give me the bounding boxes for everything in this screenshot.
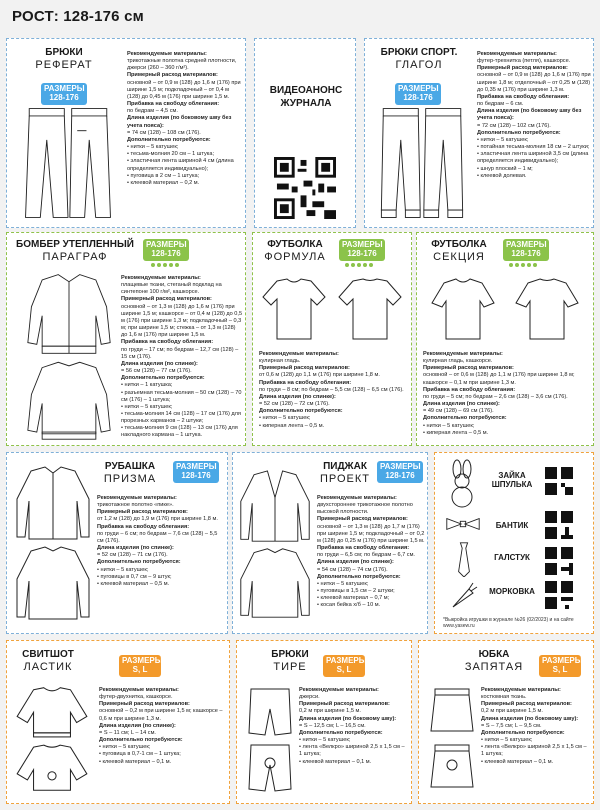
qr-code-icon[interactable] [545, 511, 573, 539]
card-title [313, 461, 377, 485]
description-heading: Дополнительно потребуются: [317, 573, 401, 580]
description-heading: Примерный расход материалов: [423, 365, 514, 372]
toy-label-tie: ГАЛСТУК [494, 553, 530, 562]
tie-icon [455, 541, 473, 577]
description-text: 0,2 м при ширине 1,5 м. [481, 708, 543, 715]
description [317, 495, 425, 610]
description-text: основной – 0,2 м при ширине 1,5 м; кашкорсе – 0,6 м при ширине 1,3 м. [99, 708, 223, 722]
qr-code-icon[interactable] [545, 467, 573, 495]
card-sekcia [416, 232, 594, 446]
skirt-drawing [427, 681, 477, 799]
description-heading: Дополнительно потребуются: [97, 559, 181, 566]
description-text: основной – от 1,3 м (128) до 1,7 м (176) при ширине 1,5 м; подкладочный – от 0,2 м (128) до 0,25 м (176) при ширине 1,5 м. [317, 523, 425, 544]
sizes-badge: РАЗМЕРЫ 128-176 [41, 83, 87, 105]
jacket-drawing [237, 461, 313, 629]
description-text: = 74 см (128) – 108 см (176). [127, 129, 201, 136]
description-text: • нитки – 5 катушек; [121, 403, 173, 410]
card-title [95, 461, 165, 485]
description-heading: Примерный расход материалов: [299, 701, 390, 708]
size-dots [509, 263, 537, 267]
description-text: = 52 см (128) – 71 см (176). [97, 552, 168, 559]
description-heading: Рекомендуемые материалы: [127, 51, 207, 57]
card-toys [434, 452, 594, 634]
description-text: = S – 11 см; L – 14 см. [99, 729, 156, 736]
description-text: • нитки – 5 катушек; [423, 422, 475, 429]
description-text: футер-трехнитка (петля), кашкорсе. [477, 58, 571, 65]
sizes-badge: РАЗМЕРЫ S, L [119, 655, 161, 677]
description-text: • киперная лента – 0,5 м. [259, 422, 325, 429]
description-text: • потайная тесьма-молния 18 см – 2 штуки; [477, 144, 590, 151]
description-text: двухстороннее трикотажное полотно высокой плотности. [317, 502, 413, 516]
garment-type: ФУТБОЛКА [431, 239, 487, 250]
description-heading: Рекомендуемые материалы: [299, 687, 379, 693]
description-text: • тесьма-молния 14 см (128) – 17 см (176) для прорезных карманов – 2 штуки; [121, 410, 241, 425]
description-text: • пуговица в 2 см – 1 штука; [127, 172, 200, 179]
model-name: ПРИЗМА [103, 472, 157, 485]
description-text: • лента «Велкро» шириной 2,5 х 1,5 см – 1 штука; [299, 744, 405, 758]
description-heading: Примерный расход материалов: [477, 65, 568, 72]
trousers-drawing [17, 103, 119, 223]
card-title [19, 47, 109, 71]
description-text: по бедрам – 6 см. [477, 101, 524, 108]
garment-type: БОМБЕР УТЕПЛЕННЫЙ [16, 239, 134, 250]
description-heading: Длина изделия (по спинке): [99, 722, 176, 729]
card-paragraf [6, 232, 246, 446]
description-text: плащевые ткани, стеганый подклад на синтепоне 100 г/м², кашкорсе. [121, 282, 222, 296]
description-text: • шнур плоский – 1 м; [477, 165, 533, 172]
description-text: • тесьма-молния 20 см – 1 штука; [127, 151, 214, 158]
description-text: • клеевой материал – 0,1 м. [299, 758, 372, 765]
shorts-drawing [245, 681, 295, 799]
description-text: • клеевой материал – 0,7 м; [317, 595, 390, 602]
description-text: • нитки – 1 катушка; [121, 382, 173, 389]
description-heading: Примерный расход материалов: [259, 365, 350, 372]
sport-trousers-drawing [371, 103, 473, 223]
description-heading: Длина изделия (по спинке): [121, 360, 198, 367]
description-heading: Дополнительно потребуются: [121, 375, 205, 382]
description-text: от 0,6 м (128) до 1,1 м (176) при ширине 1,8 м. [259, 372, 380, 379]
description-heading: Примерный расход материалов: [121, 296, 212, 303]
bow-icon [445, 515, 481, 533]
model-name: РЕФЕРАТ [35, 58, 93, 71]
description-text: по груди – 8 см; по бедрам – 5,5 см (128) – 6,5 см (176). [259, 386, 404, 393]
description-text: по груди – 6 см; по бедрам – 7,6 см (128) – 5,5 см (176). [97, 530, 218, 544]
description-heading: Длина изделия (по боковому шву): [481, 715, 579, 722]
description-text: • пуговица в 0,7-1 см – 1 штука; [99, 751, 181, 758]
description-text: 0,2 м при ширине 1,5 м. [299, 708, 361, 715]
garment-type: СВИТШОТ [22, 649, 74, 660]
bunny-toy-icon [443, 459, 483, 509]
description-heading: Дополнительно потребуются: [259, 408, 343, 415]
description-heading: Длина изделия (по боковому шву): [299, 715, 397, 722]
card-video-announce [254, 38, 356, 228]
card-title [459, 649, 529, 673]
description [97, 495, 225, 588]
page-title: РОСТ: 128-176 см [12, 8, 144, 25]
description-text: футер-двухнитка, кашкорсе. [99, 694, 173, 701]
description-heading: Рекомендуемые материалы: [97, 495, 177, 501]
bomber-drawing [15, 271, 123, 441]
description-heading: Дополнительно потребуются: [127, 136, 211, 143]
sizes-badge: РАЗМЕРЫ 128-176 [503, 239, 549, 261]
card-lastik [6, 640, 230, 804]
description-text: • нитки – 5 катушек; [299, 737, 351, 744]
description-text: • лента «Велкро» шириной 2,5 х 1,5 см – 1 штука; [481, 744, 587, 758]
description-text: основной – от 0,6 м (128) до 1,1 м (176) при ширине 1,8 м; кашкорсе – 0,1 м при ширине 1,3 м. [423, 372, 575, 386]
description-text: основной – от 0,9 м (128) до 1,6 м (176) при ширине 1,8 м; отделочный – от 0,25 м (128) до 0,35 м (176) при ширине 1,3 м. [477, 72, 591, 93]
tshirt-back-drawing [511, 275, 583, 345]
description-text: • нитки – 5 катушек; [99, 744, 151, 751]
card-title [257, 239, 333, 263]
description-heading: Примерный расход материалов: [481, 701, 572, 708]
description-text: основной – от 0,9 м (128) до 1,6 м (176) при ширине 1,5 м; подкладочный – от 0,4 м (128) до 0,45 м (176) при ширине 1,5 м. [127, 79, 241, 100]
card-title [11, 239, 139, 263]
description-heading: Рекомендуемые материалы: [121, 275, 201, 281]
card-title [369, 47, 469, 71]
description-text: • киперная лента – 0,5 м. [423, 429, 489, 436]
card-title [13, 649, 83, 673]
toy-label-carrot: МОРКОВКА [489, 587, 535, 596]
toy-label-bow: БАНТИК [495, 521, 529, 530]
description-text: по бедрам – 4,5 см. [127, 108, 178, 115]
description-heading: Дополнительно потребуются: [99, 737, 183, 744]
description [99, 687, 227, 766]
model-name: СЕКЦИЯ [433, 250, 485, 263]
description-heading: Рекомендуемые материалы: [317, 495, 397, 501]
description-text: = 56 см (128) – 77 см (176). [121, 368, 192, 375]
description-text: • нитки – 5 катушек; [481, 737, 533, 744]
description-heading: Длина изделия (по спинке): [259, 393, 336, 400]
description-heading: Прибавка на свободу облегания: [127, 101, 220, 108]
description-heading: Прибавка на свободу облегания: [317, 545, 410, 552]
size-dots [345, 263, 373, 267]
card-proekt [232, 452, 428, 634]
description-heading: Длина изделия (по спинке): [423, 401, 500, 408]
description-heading: Рекомендуемые материалы: [259, 351, 339, 357]
description-text: = S – 7,5 см; L – 9,5 см. [481, 722, 542, 729]
card-glagol [364, 38, 594, 228]
description-text: = 54 см (128) – 74 см (176). [317, 566, 388, 573]
description-heading: Примерный расход материалов: [99, 701, 190, 708]
card-referat [6, 38, 246, 228]
description-heading: Дополнительно потребуются: [299, 729, 383, 736]
description-text: кулирная гладь, кашкорсе. [423, 358, 493, 365]
description [481, 687, 591, 766]
description-text: • клеевой материал – 0,2 м. [127, 179, 200, 186]
description-text: • пуговицы в 0,7 см – 9 штук; [97, 573, 172, 580]
description-text: кулирная гладь. [259, 358, 301, 365]
sweatshirt-drawing [11, 681, 93, 799]
qr-code-icon[interactable] [545, 581, 573, 609]
description-heading: Рекомендуемые материалы: [423, 351, 503, 357]
description-text: трикотажное полотно «пике». [97, 502, 174, 509]
description-heading: Прибавка на свободу облегания: [477, 93, 570, 100]
description-text: = S – 12,5 см; L – 16,5 см. [299, 722, 366, 729]
description-heading: Прибавка на свободу облегания: [121, 339, 214, 346]
description-text: по груди – 5 см; по бедрам – 2,6 см (128) – 3,6 см (176). [423, 393, 568, 400]
model-name: ПРОЕКТ [319, 472, 371, 485]
description-text: • эластичная лента шириной 4 см (длина определяется индивидуально); [127, 158, 234, 172]
description-text: • клеевой долевая. [477, 172, 527, 179]
description-text: • клеевой материал – 0,5 м. [97, 580, 170, 587]
model-name: ПАРАГРАФ [42, 250, 108, 263]
description-heading: Рекомендуемые материалы: [481, 687, 561, 693]
description-text: • нитки – 5 катушек; [127, 144, 179, 151]
garment-type: БРЮКИ СПОРТ. [380, 47, 458, 58]
sizes-badge: РАЗМЕРЫ S, L [539, 655, 581, 677]
sizes-badge: РАЗМЕРЫ S, L [323, 655, 365, 677]
qr-code-icon[interactable] [545, 547, 573, 575]
description-text: • нитки – 5 катушек; [317, 580, 369, 587]
card-prizma [6, 452, 228, 634]
description-text: • клеевой материал – 0,1 м. [99, 758, 172, 765]
sizes-badge: РАЗМЕРЫ 128-176 [377, 461, 423, 483]
description-heading: Дополнительно потребуются: [481, 729, 565, 736]
tshirt-back-drawing [335, 275, 405, 345]
description-heading: Примерный расход материалов: [97, 509, 188, 516]
model-name: ЗАПЯТАЯ [464, 660, 524, 673]
sizes-badge: РАЗМЕРЫ 128-176 [173, 461, 219, 483]
description-text: от 1,2 м (128) до 1,9 м (176) при ширине 1,8 м. [97, 516, 218, 523]
description-text: по груди – 6,5 см; по бедрам – 6,7 см. [317, 552, 415, 559]
tshirt-front-drawing [427, 275, 499, 345]
garment-type: ЮБКА [478, 649, 510, 660]
model-name: ЛАСТИК [23, 660, 73, 673]
description-text: = 72 см (128) – 102 см (176). [477, 122, 551, 129]
garment-type: БРЮКИ [45, 47, 83, 58]
video-announce-title: ВИДЕОАНОНС ЖУРНАЛА [269, 85, 343, 109]
card-tire [236, 640, 412, 804]
description-text: = 52 см (128) – 72 см (176). [259, 401, 330, 408]
description-heading: Примерный расход материалов: [127, 72, 218, 79]
toy-label-bunny: ЗАЙКА ШПУЛЬКА [491, 471, 533, 490]
description [299, 687, 409, 766]
garment-type: БРЮКИ [271, 649, 309, 660]
garment-type: ФУТБОЛКА [267, 239, 323, 250]
sizes-badge: РАЗМЕРЫ 128-176 [339, 239, 385, 261]
shirt-drawing [13, 461, 93, 629]
description-heading: Прибавка на свободу облегания: [259, 379, 352, 386]
description [423, 351, 591, 437]
description [477, 51, 591, 180]
tshirt-front-drawing [259, 275, 329, 345]
description-text: • нитки – 5 катушек; [97, 566, 149, 573]
description-text: • нитки – 5 катушек; [259, 415, 311, 422]
card-zapyataya [418, 640, 594, 804]
description-heading: Длина изделия (по спинке): [317, 559, 394, 566]
size-dots [151, 263, 179, 267]
description-text: основной – от 1,3 м (128) до 1,6 м (176) при ширине 1,5 м; кашкорсе – от 0,4 м (128) до 0,5 м (176) при ширине 1,3 м; подкладочный – 0,3 м; при ширине 1,5 м; стежка – от 1,3 м (128) до 1,6 м (176) при ширине 1,5 м. [121, 303, 243, 339]
card-formula [252, 232, 412, 446]
carrot-icon [449, 581, 479, 611]
description-heading: Длина изделия (по боковому шву без учета пояса): [127, 115, 232, 129]
description-text: по груди – 17 см; по бедрам – 12,7 см (128) – 15 см (176). [121, 346, 239, 360]
description-heading: Прибавка на свободу облегания: [423, 386, 516, 393]
description-heading: Длина изделия (по боковому шву без учета пояса): [477, 108, 582, 122]
description [121, 275, 243, 440]
description-text: • тесьма-молния 9 см (128) – 13 см (176) для накладного кармана – 1 штука. [121, 425, 238, 439]
model-name: ТИРЕ [273, 660, 307, 673]
sizes-badge: РАЗМЕРЫ 128-176 [143, 239, 189, 261]
description-text: • клеевой материал – 0,1 м. [481, 758, 554, 765]
description-heading: Рекомендуемые материалы: [99, 687, 179, 693]
card-title [421, 239, 497, 263]
description [127, 51, 243, 187]
description-heading: Рекомендуемые материалы: [477, 51, 557, 57]
toys-note: *Выкройка игрушки в журнале №26 (02/2023) и на сайте www.yasew.ru [443, 617, 574, 629]
description-heading: Примерный расход материалов: [317, 516, 408, 523]
description-text: • нитки – 5 катушек; [477, 136, 529, 143]
description-text: • эластичная лента шириной 3,5 см (длина определяется индивидуально); [477, 151, 589, 165]
model-name: ФОРМУЛА [264, 250, 326, 263]
qr-code-icon[interactable] [274, 157, 336, 219]
description-text: • разъемная тесьма-молния – 50 см (128) – 70 см (176) – 1 штука; [121, 389, 242, 403]
description-heading: Прибавка на свободу облегания: [97, 523, 190, 530]
description-text: трикотажные полотна средней плотности, джерси (260 – 360 г/м²). [127, 58, 237, 72]
card-title [265, 649, 315, 673]
description-text: = 49 см (128) – 69 см (176). [423, 408, 494, 415]
description-heading: Дополнительно потребуются: [423, 415, 507, 422]
sizes-badge: РАЗМЕРЫ 128-176 [395, 83, 441, 105]
description-heading: Длина изделия (по спинке): [97, 545, 174, 552]
description-text: • пуговицы в 1,5 см – 2 штуки; [317, 588, 395, 595]
description-text: джерси. [299, 694, 320, 701]
description-text: • косая бейка х/б – 10 м. [317, 602, 381, 609]
model-name: ГЛАГОЛ [395, 58, 443, 71]
description-text: костюмная ткань. [481, 694, 527, 701]
description-heading: Дополнительно потребуются: [477, 129, 561, 136]
garment-type: РУБАШКА [104, 461, 156, 472]
description [259, 351, 409, 430]
garment-type: ПИДЖАК [323, 461, 367, 472]
